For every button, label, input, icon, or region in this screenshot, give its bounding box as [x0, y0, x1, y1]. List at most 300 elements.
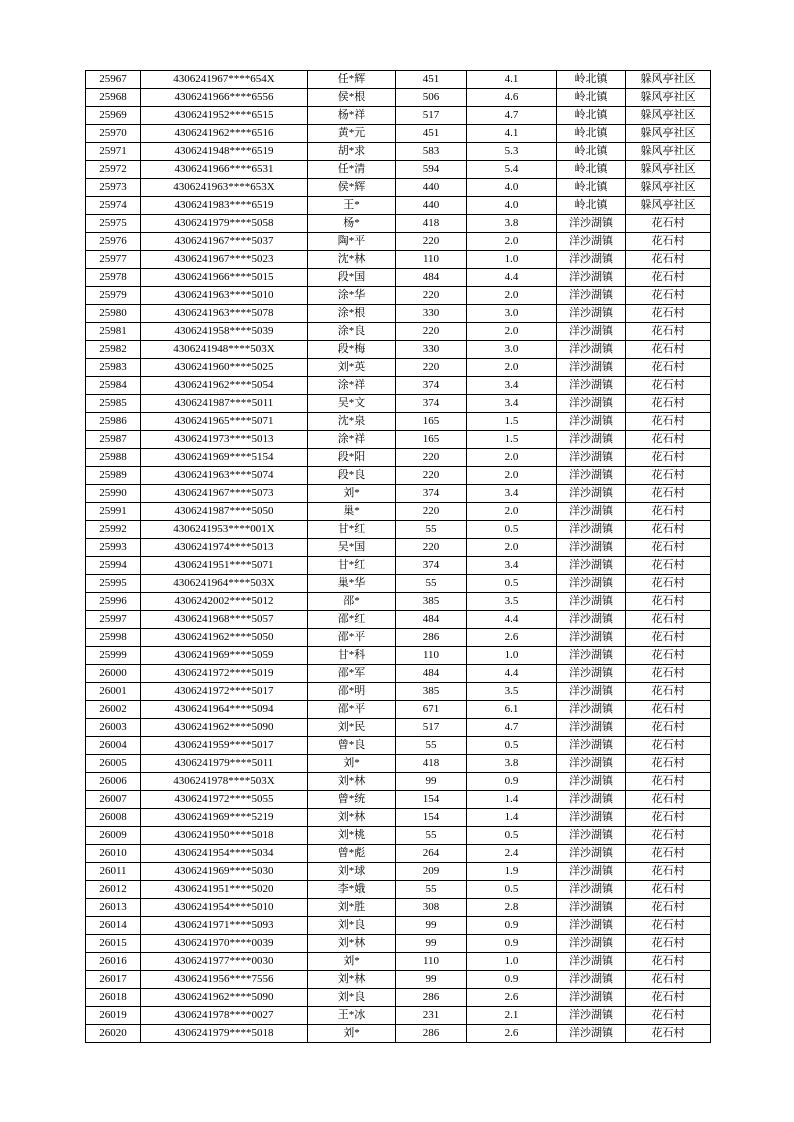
- row-index-cell: 25988: [86, 449, 141, 467]
- name-cell: 刘*桃: [308, 827, 396, 845]
- rate-cell: 4.4: [467, 269, 557, 287]
- village-cell: 花石村: [626, 809, 711, 827]
- rate-cell: 0.9: [467, 773, 557, 791]
- amount-cell: 374: [396, 377, 467, 395]
- town-cell: 洋沙湖镇: [557, 521, 626, 539]
- row-index-cell: 26020: [86, 1025, 141, 1043]
- village-cell: 躲风亭社区: [626, 179, 711, 197]
- table-row: [86, 467, 711, 485]
- id-number-cell: 4306241969****5219: [141, 809, 308, 827]
- village-cell: 花石村: [626, 593, 711, 611]
- name-cell: 涂*根: [308, 305, 396, 323]
- id-number-cell: 4306241952****6515: [141, 107, 308, 125]
- amount-cell: 286: [396, 989, 467, 1007]
- rate-cell: 4.7: [467, 107, 557, 125]
- table-row: [86, 125, 711, 143]
- row-index-cell: 25989: [86, 467, 141, 485]
- id-number-cell: 4306241969****5030: [141, 863, 308, 881]
- row-index-cell: 25982: [86, 341, 141, 359]
- table-row: [86, 773, 711, 791]
- name-cell: 邵*红: [308, 611, 396, 629]
- table-row: [86, 755, 711, 773]
- id-number-cell: 4306241987****5050: [141, 503, 308, 521]
- table-row: [86, 557, 711, 575]
- village-cell: 躲风亭社区: [626, 107, 711, 125]
- rate-cell: 2.0: [467, 467, 557, 485]
- name-cell: 吴*国: [308, 539, 396, 557]
- name-cell: 王*冰: [308, 1007, 396, 1025]
- town-cell: 洋沙湖镇: [557, 629, 626, 647]
- amount-cell: 385: [396, 593, 467, 611]
- town-cell: 洋沙湖镇: [557, 737, 626, 755]
- amount-cell: 165: [396, 413, 467, 431]
- table-row: [86, 863, 711, 881]
- town-cell: 洋沙湖镇: [557, 485, 626, 503]
- id-number-cell: 4306241953****001X: [141, 521, 308, 539]
- amount-cell: 451: [396, 125, 467, 143]
- id-number-cell: 4306241968****5057: [141, 611, 308, 629]
- amount-cell: 99: [396, 935, 467, 953]
- rate-cell: 1.5: [467, 431, 557, 449]
- table-row: [86, 971, 711, 989]
- name-cell: 段*国: [308, 269, 396, 287]
- amount-cell: 220: [396, 449, 467, 467]
- amount-cell: 220: [396, 359, 467, 377]
- rate-cell: 1.5: [467, 413, 557, 431]
- amount-cell: 440: [396, 179, 467, 197]
- rate-cell: 2.4: [467, 845, 557, 863]
- row-index-cell: 25981: [86, 323, 141, 341]
- name-cell: 任*辉: [308, 71, 396, 89]
- village-cell: 花石村: [626, 431, 711, 449]
- row-index-cell: 25979: [86, 287, 141, 305]
- id-number-cell: 4306241967****5023: [141, 251, 308, 269]
- village-cell: 花石村: [626, 413, 711, 431]
- name-cell: 涂*华: [308, 287, 396, 305]
- row-index-cell: 25986: [86, 413, 141, 431]
- rate-cell: 3.8: [467, 215, 557, 233]
- row-index-cell: 26007: [86, 791, 141, 809]
- town-cell: 洋沙湖镇: [557, 1025, 626, 1043]
- row-index-cell: 26013: [86, 899, 141, 917]
- table-row: [86, 413, 711, 431]
- rate-cell: 4.4: [467, 611, 557, 629]
- rate-cell: 2.0: [467, 287, 557, 305]
- table-row: [86, 161, 711, 179]
- name-cell: 黄*元: [308, 125, 396, 143]
- village-cell: 花石村: [626, 665, 711, 683]
- village-cell: 花石村: [626, 557, 711, 575]
- rate-cell: 4.0: [467, 197, 557, 215]
- id-number-cell: 4306241966****5015: [141, 269, 308, 287]
- village-cell: 花石村: [626, 521, 711, 539]
- table-row: [86, 737, 711, 755]
- village-cell: 花石村: [626, 827, 711, 845]
- table-row: [86, 575, 711, 593]
- id-number-cell: 4306241973****5013: [141, 431, 308, 449]
- row-index-cell: 25977: [86, 251, 141, 269]
- village-cell: 花石村: [626, 701, 711, 719]
- amount-cell: 330: [396, 341, 467, 359]
- town-cell: 洋沙湖镇: [557, 809, 626, 827]
- rate-cell: 4.1: [467, 125, 557, 143]
- town-cell: 洋沙湖镇: [557, 395, 626, 413]
- rate-cell: 2.6: [467, 1025, 557, 1043]
- rate-cell: 0.5: [467, 881, 557, 899]
- town-cell: 洋沙湖镇: [557, 719, 626, 737]
- row-index-cell: 25980: [86, 305, 141, 323]
- rate-cell: 4.4: [467, 665, 557, 683]
- table-row: [86, 719, 711, 737]
- town-cell: 洋沙湖镇: [557, 989, 626, 1007]
- village-cell: 躲风亭社区: [626, 89, 711, 107]
- row-index-cell: 26014: [86, 917, 141, 935]
- town-cell: 岭北镇: [557, 107, 626, 125]
- id-number-cell: 4306241964****503X: [141, 575, 308, 593]
- name-cell: 涂*祥: [308, 431, 396, 449]
- table-row: [86, 269, 711, 287]
- amount-cell: 440: [396, 197, 467, 215]
- town-cell: 洋沙湖镇: [557, 917, 626, 935]
- id-number-cell: 4306241972****5055: [141, 791, 308, 809]
- name-cell: 刘*: [308, 953, 396, 971]
- id-number-cell: 4306241964****5094: [141, 701, 308, 719]
- amount-cell: 55: [396, 881, 467, 899]
- name-cell: 曾*良: [308, 737, 396, 755]
- table-row: [86, 143, 711, 161]
- name-cell: 段*梅: [308, 341, 396, 359]
- rate-cell: 1.0: [467, 251, 557, 269]
- town-cell: 洋沙湖镇: [557, 269, 626, 287]
- village-cell: 花石村: [626, 737, 711, 755]
- town-cell: 洋沙湖镇: [557, 953, 626, 971]
- amount-cell: 517: [396, 107, 467, 125]
- amount-cell: 374: [396, 395, 467, 413]
- town-cell: 洋沙湖镇: [557, 593, 626, 611]
- town-cell: 洋沙湖镇: [557, 539, 626, 557]
- row-index-cell: 26015: [86, 935, 141, 953]
- town-cell: 洋沙湖镇: [557, 215, 626, 233]
- id-number-cell: 4306241969****5059: [141, 647, 308, 665]
- amount-cell: 594: [396, 161, 467, 179]
- name-cell: 甘*红: [308, 521, 396, 539]
- id-number-cell: 4306241958****5039: [141, 323, 308, 341]
- village-cell: 花石村: [626, 971, 711, 989]
- rate-cell: 3.5: [467, 593, 557, 611]
- name-cell: 刘*良: [308, 989, 396, 1007]
- row-index-cell: 26016: [86, 953, 141, 971]
- table-row: [86, 449, 711, 467]
- town-cell: 洋沙湖镇: [557, 341, 626, 359]
- name-cell: 刘*: [308, 755, 396, 773]
- rate-cell: 1.9: [467, 863, 557, 881]
- rate-cell: 1.4: [467, 791, 557, 809]
- name-cell: 刘*胜: [308, 899, 396, 917]
- town-cell: 洋沙湖镇: [557, 881, 626, 899]
- amount-cell: 484: [396, 665, 467, 683]
- row-index-cell: 26004: [86, 737, 141, 755]
- id-number-cell: 4306241956****7556: [141, 971, 308, 989]
- amount-cell: 220: [396, 539, 467, 557]
- id-number-cell: 4306241978****503X: [141, 773, 308, 791]
- village-cell: 躲风亭社区: [626, 161, 711, 179]
- name-cell: 甘*红: [308, 557, 396, 575]
- rate-cell: 0.5: [467, 737, 557, 755]
- table-row: [86, 791, 711, 809]
- id-number-cell: 4306241962****5090: [141, 989, 308, 1007]
- village-cell: 花石村: [626, 287, 711, 305]
- village-cell: 花石村: [626, 485, 711, 503]
- rate-cell: 3.0: [467, 341, 557, 359]
- name-cell: 段*良: [308, 467, 396, 485]
- row-index-cell: 25992: [86, 521, 141, 539]
- id-number-cell: 4306241979****5018: [141, 1025, 308, 1043]
- amount-cell: 506: [396, 89, 467, 107]
- name-cell: 邵*军: [308, 665, 396, 683]
- name-cell: 刘*林: [308, 935, 396, 953]
- id-number-cell: 4306241965****5071: [141, 413, 308, 431]
- row-index-cell: 25973: [86, 179, 141, 197]
- name-cell: 刘*林: [308, 971, 396, 989]
- amount-cell: 220: [396, 467, 467, 485]
- table-row: [86, 107, 711, 125]
- amount-cell: 308: [396, 899, 467, 917]
- row-index-cell: 25978: [86, 269, 141, 287]
- amount-cell: 220: [396, 503, 467, 521]
- name-cell: 邵*明: [308, 683, 396, 701]
- amount-cell: 418: [396, 215, 467, 233]
- amount-cell: 220: [396, 287, 467, 305]
- table-row: [86, 485, 711, 503]
- amount-cell: 517: [396, 719, 467, 737]
- table-row: [86, 305, 711, 323]
- id-number-cell: 4306241979****5058: [141, 215, 308, 233]
- rate-cell: 3.4: [467, 557, 557, 575]
- id-number-cell: 4306241963****653X: [141, 179, 308, 197]
- table-row: [86, 611, 711, 629]
- rate-cell: 2.8: [467, 899, 557, 917]
- amount-cell: 110: [396, 953, 467, 971]
- table-row: [86, 1025, 711, 1043]
- town-cell: 岭北镇: [557, 161, 626, 179]
- rate-cell: 4.0: [467, 179, 557, 197]
- row-index-cell: 25984: [86, 377, 141, 395]
- amount-cell: 55: [396, 521, 467, 539]
- rate-cell: 0.5: [467, 521, 557, 539]
- name-cell: 吴*文: [308, 395, 396, 413]
- id-number-cell: 4306241948****503X: [141, 341, 308, 359]
- id-number-cell: 4306241959****5017: [141, 737, 308, 755]
- id-number-cell: 4306241971****5093: [141, 917, 308, 935]
- row-index-cell: 26005: [86, 755, 141, 773]
- id-number-cell: 4306241972****5017: [141, 683, 308, 701]
- table-row: [86, 881, 711, 899]
- row-index-cell: 25995: [86, 575, 141, 593]
- town-cell: 洋沙湖镇: [557, 233, 626, 251]
- amount-cell: 55: [396, 737, 467, 755]
- table-row: [86, 935, 711, 953]
- village-cell: 花石村: [626, 791, 711, 809]
- name-cell: 刘*林: [308, 809, 396, 827]
- village-cell: 花石村: [626, 359, 711, 377]
- town-cell: 洋沙湖镇: [557, 935, 626, 953]
- rate-cell: 1.4: [467, 809, 557, 827]
- village-cell: 花石村: [626, 269, 711, 287]
- name-cell: 邵*平: [308, 629, 396, 647]
- amount-cell: 154: [396, 791, 467, 809]
- town-cell: 洋沙湖镇: [557, 305, 626, 323]
- village-cell: 花石村: [626, 845, 711, 863]
- rate-cell: 3.4: [467, 377, 557, 395]
- village-cell: 花石村: [626, 467, 711, 485]
- row-index-cell: 25976: [86, 233, 141, 251]
- amount-cell: 264: [396, 845, 467, 863]
- row-index-cell: 26003: [86, 719, 141, 737]
- id-number-cell: 4306242002****5012: [141, 593, 308, 611]
- rate-cell: 4.7: [467, 719, 557, 737]
- name-cell: 沈*林: [308, 251, 396, 269]
- table-row: [86, 629, 711, 647]
- id-number-cell: 4306241983****6519: [141, 197, 308, 215]
- id-number-cell: 4306241979****5011: [141, 755, 308, 773]
- rate-cell: 5.3: [467, 143, 557, 161]
- village-cell: 花石村: [626, 215, 711, 233]
- rate-cell: 0.9: [467, 917, 557, 935]
- town-cell: 洋沙湖镇: [557, 449, 626, 467]
- table-row: [86, 593, 711, 611]
- village-cell: 花石村: [626, 449, 711, 467]
- name-cell: 曾*彪: [308, 845, 396, 863]
- village-cell: 花石村: [626, 305, 711, 323]
- table-row: [86, 377, 711, 395]
- town-cell: 洋沙湖镇: [557, 377, 626, 395]
- town-cell: 岭北镇: [557, 197, 626, 215]
- village-cell: 花石村: [626, 719, 711, 737]
- town-cell: 洋沙湖镇: [557, 287, 626, 305]
- amount-cell: 583: [396, 143, 467, 161]
- row-index-cell: 26002: [86, 701, 141, 719]
- village-cell: 花石村: [626, 881, 711, 899]
- id-number-cell: 4306241967****654X: [141, 71, 308, 89]
- amount-cell: 99: [396, 917, 467, 935]
- name-cell: 刘*: [308, 1025, 396, 1043]
- row-index-cell: 25991: [86, 503, 141, 521]
- row-index-cell: 25985: [86, 395, 141, 413]
- amount-cell: 374: [396, 557, 467, 575]
- village-cell: 躲风亭社区: [626, 197, 711, 215]
- table-row: [86, 899, 711, 917]
- table-row: [86, 1007, 711, 1025]
- name-cell: 刘*良: [308, 917, 396, 935]
- table-row: [86, 431, 711, 449]
- name-cell: 侯*辉: [308, 179, 396, 197]
- rate-cell: 1.0: [467, 647, 557, 665]
- village-cell: 花石村: [626, 953, 711, 971]
- amount-cell: 231: [396, 1007, 467, 1025]
- row-index-cell: 25972: [86, 161, 141, 179]
- rate-cell: 2.0: [467, 233, 557, 251]
- table-row: [86, 539, 711, 557]
- rate-cell: 2.0: [467, 323, 557, 341]
- name-cell: 邵*: [308, 593, 396, 611]
- name-cell: 邵*平: [308, 701, 396, 719]
- village-cell: 躲风亭社区: [626, 125, 711, 143]
- rate-cell: 3.4: [467, 395, 557, 413]
- town-cell: 洋沙湖镇: [557, 1007, 626, 1025]
- town-cell: 岭北镇: [557, 89, 626, 107]
- name-cell: 王*: [308, 197, 396, 215]
- rate-cell: 0.5: [467, 575, 557, 593]
- row-index-cell: 26009: [86, 827, 141, 845]
- town-cell: 洋沙湖镇: [557, 467, 626, 485]
- id-number-cell: 4306241954****5010: [141, 899, 308, 917]
- amount-cell: 286: [396, 629, 467, 647]
- name-cell: 甘*科: [308, 647, 396, 665]
- row-index-cell: 26001: [86, 683, 141, 701]
- rate-cell: 3.0: [467, 305, 557, 323]
- amount-cell: 418: [396, 755, 467, 773]
- id-number-cell: 4306241967****5037: [141, 233, 308, 251]
- table-row: [86, 71, 711, 89]
- town-cell: 岭北镇: [557, 71, 626, 89]
- rate-cell: 2.0: [467, 449, 557, 467]
- row-index-cell: 26019: [86, 1007, 141, 1025]
- id-number-cell: 4306241963****5010: [141, 287, 308, 305]
- id-number-cell: 4306241963****5074: [141, 467, 308, 485]
- village-cell: 花石村: [626, 1025, 711, 1043]
- village-cell: 躲风亭社区: [626, 143, 711, 161]
- town-cell: 洋沙湖镇: [557, 503, 626, 521]
- amount-cell: 286: [396, 1025, 467, 1043]
- row-index-cell: 25974: [86, 197, 141, 215]
- town-cell: 洋沙湖镇: [557, 755, 626, 773]
- id-number-cell: 4306241962****5090: [141, 719, 308, 737]
- amount-cell: 99: [396, 773, 467, 791]
- amount-cell: 165: [396, 431, 467, 449]
- name-cell: 刘*: [308, 485, 396, 503]
- table-row: [86, 953, 711, 971]
- rate-cell: 1.0: [467, 953, 557, 971]
- amount-cell: 220: [396, 323, 467, 341]
- amount-cell: 99: [396, 971, 467, 989]
- village-cell: 花石村: [626, 935, 711, 953]
- village-cell: 花石村: [626, 575, 711, 593]
- name-cell: 段*阳: [308, 449, 396, 467]
- row-index-cell: 25999: [86, 647, 141, 665]
- amount-cell: 110: [396, 251, 467, 269]
- records-table: [85, 70, 711, 1043]
- amount-cell: 209: [396, 863, 467, 881]
- rate-cell: 6.1: [467, 701, 557, 719]
- id-number-cell: 4306241969****5154: [141, 449, 308, 467]
- id-number-cell: 4306241951****5020: [141, 881, 308, 899]
- row-index-cell: 25990: [86, 485, 141, 503]
- rate-cell: 4.1: [467, 71, 557, 89]
- amount-cell: 484: [396, 611, 467, 629]
- row-index-cell: 26018: [86, 989, 141, 1007]
- table-row: [86, 179, 711, 197]
- table-row: [86, 665, 711, 683]
- town-cell: 洋沙湖镇: [557, 845, 626, 863]
- name-cell: 涂*良: [308, 323, 396, 341]
- town-cell: 洋沙湖镇: [557, 701, 626, 719]
- town-cell: 洋沙湖镇: [557, 827, 626, 845]
- town-cell: 洋沙湖镇: [557, 665, 626, 683]
- id-number-cell: 4306241950****5018: [141, 827, 308, 845]
- table-row: [86, 251, 711, 269]
- name-cell: 刘*球: [308, 863, 396, 881]
- table-row: [86, 287, 711, 305]
